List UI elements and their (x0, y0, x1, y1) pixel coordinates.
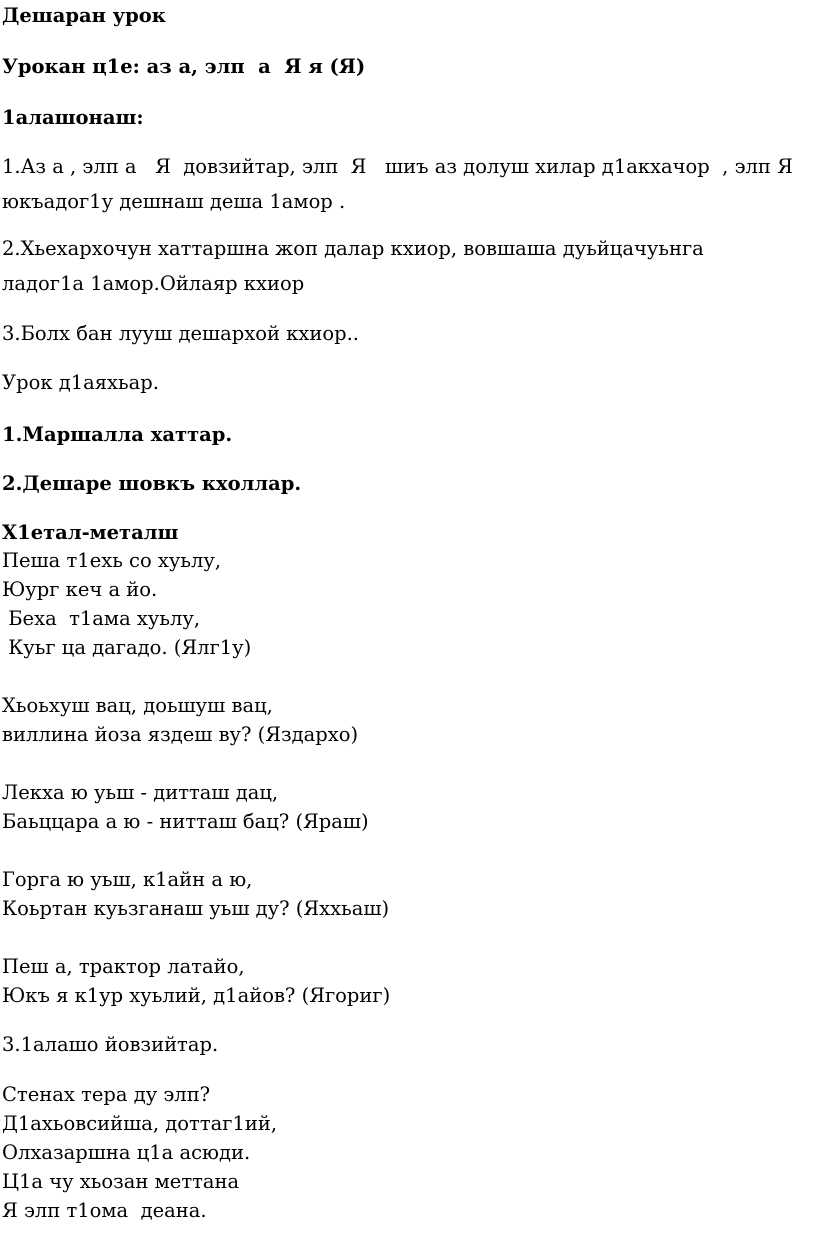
riddle-line: Юург кеч а йо. (2, 578, 158, 601)
poem-line: Я элп т1ома деана. (2, 1199, 207, 1222)
poem-line: Стенах тера ду элп? (2, 1083, 211, 1106)
riddle-line: Пеша т1ехь со хуьлу, (2, 549, 222, 572)
goal-line: 3.Болх бан лууш дешархой кхиор.. (2, 322, 359, 345)
poem-line: Ц1а чу хьозан меттана (2, 1170, 240, 1193)
riddle-line: Коьртан куьзганаш уьш ду? (Яххьаш) (2, 897, 390, 920)
step-heading: 2.Дешаре шовкъ кхоллар. (2, 472, 302, 495)
goal-line: 2.Хьехархочун хаттаршна жоп далар кхиор, вовшаша дуьйцачуьнга (2, 237, 704, 260)
lesson-flow: Урок д1аяхьар. (2, 371, 159, 394)
riddle-line: Хьоьхуш вац, доьшуш вац, (2, 694, 273, 717)
lesson-topic: Урокан ц1е: аз а, элп а Я я (Я) (2, 55, 366, 78)
riddle-line: Беха т1ама хуьлу, (2, 607, 201, 630)
goal-line: ладог1а 1амор.Ойлаяр кхиор (2, 272, 305, 295)
poem-line: Олхазаршна ц1а асюди. (2, 1141, 251, 1164)
riddle-line: Пеш а, трактор латайо, (2, 955, 245, 978)
riddle-line: Юкъ я к1ур хуьлий, д1айов? (Ягориг) (2, 984, 391, 1007)
riddle-line: виллина йоза яздеш ву? (Яздархо) (2, 723, 359, 746)
riddle-line: Куьг ца дагадо. (Ялг1у) (2, 636, 252, 659)
riddle-line: Лекха ю уьш - дитташ дац, (2, 781, 279, 804)
poem-line: Д1ахьовсийша, доттаг1ий, (2, 1112, 278, 1135)
document-title: Дешаран урок (2, 4, 166, 27)
riddle-line: Баьццара а ю - нитташ бац? (Яраш) (2, 810, 369, 833)
step-line: 3.1алашо йовзийтар. (2, 1033, 219, 1056)
goal-line: 1.Аз а , элп а Я довзийтар, элп Я шиъ аз долуш хилар д1акхачор , элп Я (2, 155, 793, 178)
goals-heading: 1алашонаш: (2, 106, 144, 129)
riddles-heading: Х1етал-металш (2, 521, 179, 544)
riddle-line: Горга ю уьш, к1айн а ю, (2, 868, 253, 891)
goal-line: юкъадог1у дешнаш деша 1амор . (2, 190, 346, 213)
step-heading: 1.Маршалла хаттар. (2, 423, 233, 446)
